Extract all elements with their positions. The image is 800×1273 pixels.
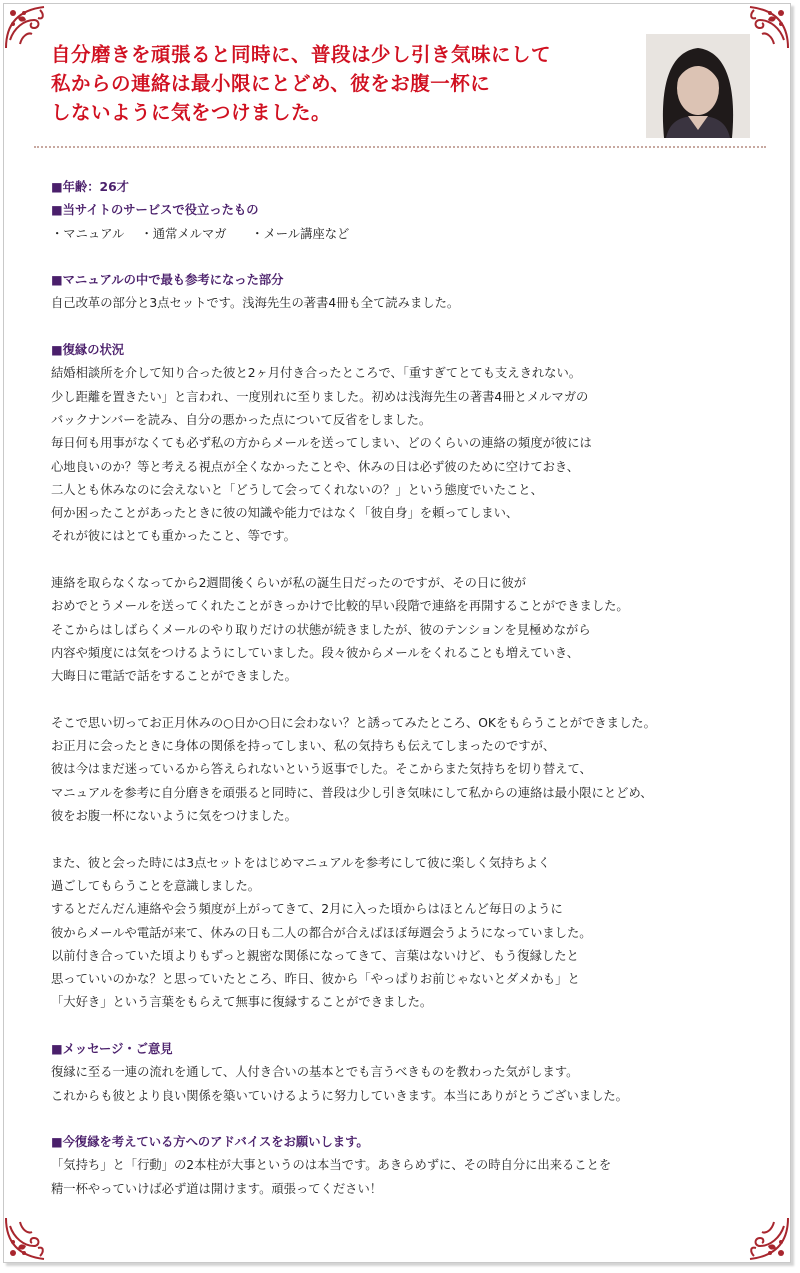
- situation-text: 内容や頻度には気をつけるようにしていました。段々彼からメールをくれることも増えていき、: [51, 645, 580, 660]
- message-text: これからも彼とより良い関係を築いていけるように努力していきます。本当にありがとうございました。: [51, 1088, 628, 1103]
- situation-text: 過ごしてもらうことを意識しました。: [51, 878, 261, 893]
- testimonial-body: [51, 176, 751, 1201]
- situation-text: 二人とも休みなのに会えないと「どうして会ってくれないの？」という態度でいたこと、: [51, 482, 543, 497]
- headline: [51, 40, 631, 127]
- situation-text: おめでとうメールを送ってくれたことがきっかけで比較的早い段階で連絡を再開することができました。: [51, 599, 629, 614]
- situation-text: 何か困ったことがあったときに彼の知識や能力ではなく「彼自身」を頼ってしまい、: [51, 506, 519, 521]
- message-text: 復縁に至る一連の流れを通して、人付き合いの基本とでも言うべきものを教わった気がします。: [51, 1065, 579, 1080]
- situation-text: 「大好き」という言葉をもらえて無事に復縁することができました。: [51, 995, 433, 1010]
- advice-text: 精一杯やっていけば必ず道は開けます。頑張ってください！: [51, 1181, 383, 1196]
- floral-ornament-icon: [744, 1216, 790, 1262]
- situation-text: そこからはしばらくメールのやり取りだけの状態が続きましたが、彼のテンションを見極めながら: [51, 622, 591, 637]
- services-text: ・マニュアル ・通常メルマガ ・メール講座など: [51, 226, 350, 241]
- person-silhouette-icon: [646, 34, 750, 138]
- situation-text: するとだんだん連絡や会う頻度が上がってきて、2月に入った頃からはほとんど毎日のように: [51, 902, 563, 917]
- message-heading: ■メッセージ・ご意見: [51, 1041, 173, 1056]
- advice-heading: ■今復縁を考えている方へのアドバイスをお願いします。: [51, 1135, 369, 1150]
- testimonial-card: [3, 3, 791, 1263]
- situation-text: 大晦日に電話で話をすることができました。: [51, 669, 297, 684]
- situation-text: 毎日何も用事がなくても必ず私の方からメールを送ってしまい、どのくらいの連絡の頻度が彼には: [51, 436, 592, 451]
- advice-text: 「気持ち」と「行動」の2本柱が大事というのは本当です。あきらめずに、その時自分に出来ることを: [51, 1158, 612, 1173]
- manual-heading: ■マニュアルの中で最も参考になった部分: [51, 273, 284, 288]
- dotted-divider: [34, 146, 766, 148]
- situation-text: それが彼にはとても重かったこと、等です。: [51, 529, 296, 544]
- headline-line: 私からの連絡は最小限にとどめ、彼をお腹一杯に: [51, 72, 491, 95]
- age-heading: ■年齢：26才: [51, 180, 129, 194]
- situation-text: 彼をお腹一杯にないように気をつけました。: [51, 809, 297, 824]
- situation-text: 結婚相談所を介して知り合った彼と2ヶ月付き合ったところで、「重すぎてとても支えきれない。: [51, 366, 582, 381]
- manual-text: 自己改革の部分と3点セットです。浅海先生の著書4冊も全て読みました。: [51, 296, 460, 311]
- floral-ornament-icon: [4, 1216, 50, 1262]
- floral-ornament-icon: [4, 4, 50, 50]
- services-heading: ■当サイトのサービスで役立ったもの: [51, 203, 259, 218]
- situation-text: 心地良いのか？等と考える視点が全くなかったことや、休みの日は必ず彼のために空けておき、: [51, 459, 580, 474]
- situation-text: バックナンバーを読み、自分の悪かった点について反省をしました。: [51, 412, 432, 427]
- headline-line: しないように気をつけました。: [51, 101, 332, 124]
- headline-line: 自分磨きを頑張ると同時に、普段は少し引き気味にして: [51, 43, 552, 66]
- situation-text: お正月に会ったときに身体の関係を持ってしまい、私の気持ちも伝えてしまったのですが、: [51, 739, 556, 754]
- situation-text: 以前付き合っていた頃よりもずっと親密な関係になってきて、言葉はないけど、もう復縁したと: [51, 948, 579, 963]
- situation-text: マニュアルを参考に自分磨きを頑張ると同時に、普段は少し引き気味にして私からの連絡は最小限にとどめ、: [51, 785, 653, 800]
- situation-text: 思っていいのかな？と思っていたところ、昨日、彼から「やっぱりお前じゃないとダメかも」と: [51, 972, 580, 987]
- situation-heading: ■復縁の状況: [51, 343, 125, 358]
- floral-ornament-icon: [744, 4, 790, 50]
- situation-text: また、彼と会った時には3点セットをはじめマニュアルを参考にして彼に楽しく気持ちよく: [51, 855, 551, 870]
- situation-text: 彼からメールや電話が来て、休みの日も二人の都合が合えばほぼ毎週会うようになっていました。: [51, 925, 592, 940]
- situation-text: 少し距離を置きたい」と言われ、一度別れに至りました。初めは浅海先生の著書4冊とメルマガの: [51, 389, 589, 404]
- person-photo: [646, 34, 750, 138]
- situation-text: そこで思い切ってお正月休みの○日か○日に会わない？と誘ってみたところ、OKをもらうことができました。: [51, 715, 656, 730]
- situation-text: 連絡を取らなくなってから2週間後くらいが私の誕生日だったのですが、その日に彼が: [51, 576, 527, 591]
- situation-text: 彼は今はまだ迷っているから答えられないという返事でした。そこからまた気持ちを切り替えて、: [51, 762, 592, 777]
